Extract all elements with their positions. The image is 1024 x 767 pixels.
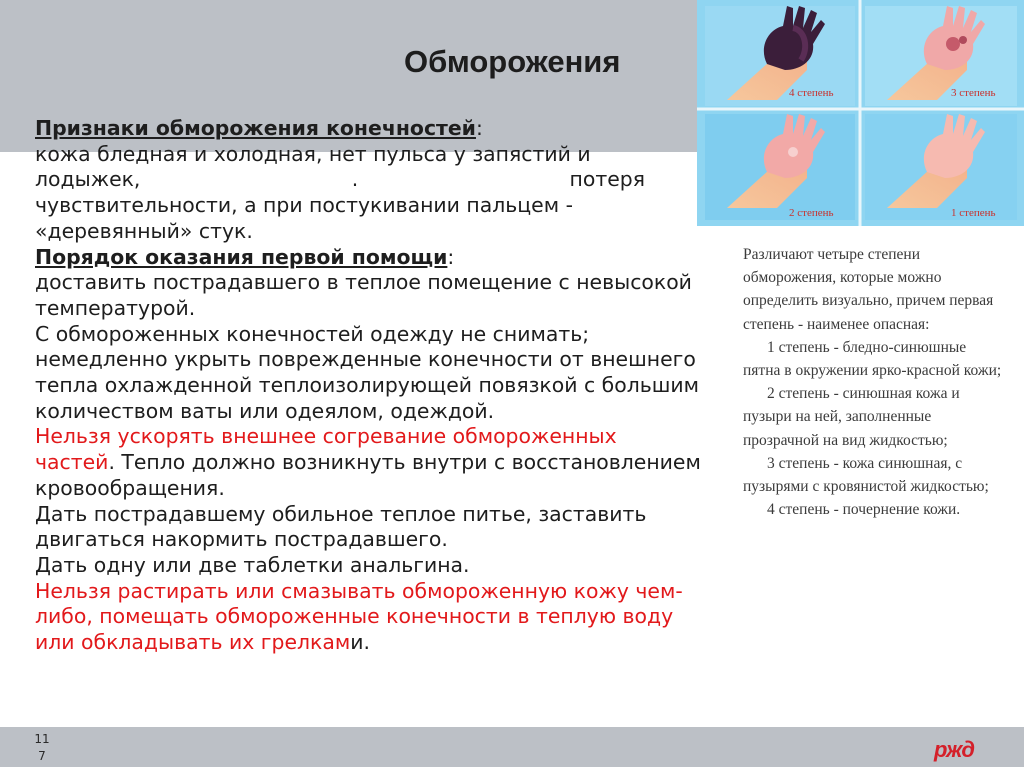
label-degree-3: 3 степень: [951, 87, 996, 99]
aid-paragraph-1: доставить пострадавшего в теплое помещение с невысокой температурой.: [35, 270, 692, 320]
signs-line-1: кожа бледная и холодная, нет пульса у запястий и: [35, 141, 591, 166]
page-number: 11 7: [34, 732, 50, 763]
signs-heading-line: [35, 116, 703, 142]
aid-paragraph-4: Дать одну или две таблетки анальгина.: [35, 552, 470, 577]
degrees-intro: Различают четыре степени обморожения, которые можно определить визуально, причем первая степень - наименее опасная:: [743, 246, 994, 333]
aid-paragraph-2: С обмороженных конечностей одежду не снимать; немедленно укрыть поврежденные конечности от внешнего тепла охлажденной теплоизолирующей повязкой с большим количеством ваты или одеялом, одеждой.: [35, 321, 700, 423]
signs-line-2: [35, 167, 703, 193]
slide-title: Обморожения: [404, 44, 621, 79]
signs-line-4: «деревянный» стук.: [35, 218, 253, 243]
aid-paragraph-3: Дать пострадавшему обильное теплое питье, заставить двигаться накормить пострадавшего.: [35, 501, 647, 552]
signs-line-2c: потеря: [569, 167, 645, 192]
degree-3-description: 3 степень - кожа синюшная, с пузырями с кровянистой жидкостью;: [743, 454, 989, 496]
warning-1: [35, 424, 703, 501]
degree-2-description: 2 степень - синюшная кожа и пузыри на ней, заполненные прозрачной на вид жидкостью;: [743, 385, 960, 449]
signs-line-2a: лодыжек,: [35, 167, 141, 192]
warning-2: [35, 579, 703, 656]
warning-1-rest: . Тепло должно возникнуть внутри с восстановлением кровообращения.: [35, 450, 701, 500]
degree-1-description: 1 степень - бледно-синюшные пятна в окружении ярко-красной кожи;: [743, 338, 1002, 380]
warning-2-red: Нельзя растирать или смазывать обмороженную кожу чем-либо, помещать обмороженные конечности в теплую воду или обкладывать их грелкам: [35, 578, 683, 655]
degree-4-description: 4 степень - почернение кожи.: [767, 501, 961, 519]
aid-heading-line: [35, 245, 703, 271]
label-degree-4: 4 степень: [789, 87, 834, 99]
aid-colon: :: [447, 244, 455, 269]
frostbite-degrees-image: [697, 0, 1024, 226]
frostbite-hands-illustration: [697, 0, 1024, 226]
signs-line-2b: .: [351, 167, 359, 192]
label-degree-1: 1 степень: [951, 207, 996, 219]
degrees-description: [743, 243, 1005, 521]
rzd-logo: ржд: [934, 737, 974, 762]
warning-2-end: и.: [350, 630, 370, 655]
warning-1-red: Нельзя ускорять внешнее согревание обмороженных частей: [35, 424, 617, 475]
signs-colon: :: [475, 116, 483, 140]
main-text: [35, 116, 703, 656]
signs-heading: Признаки обморожения конечностей: [35, 116, 476, 140]
aid-heading: Порядок оказания первой помощи: [35, 244, 448, 269]
signs-line-3: чувствительности, а при постукивании пальцем -: [35, 193, 573, 218]
footer-band: [0, 727, 1024, 767]
label-degree-2: 2 степень: [789, 207, 834, 219]
